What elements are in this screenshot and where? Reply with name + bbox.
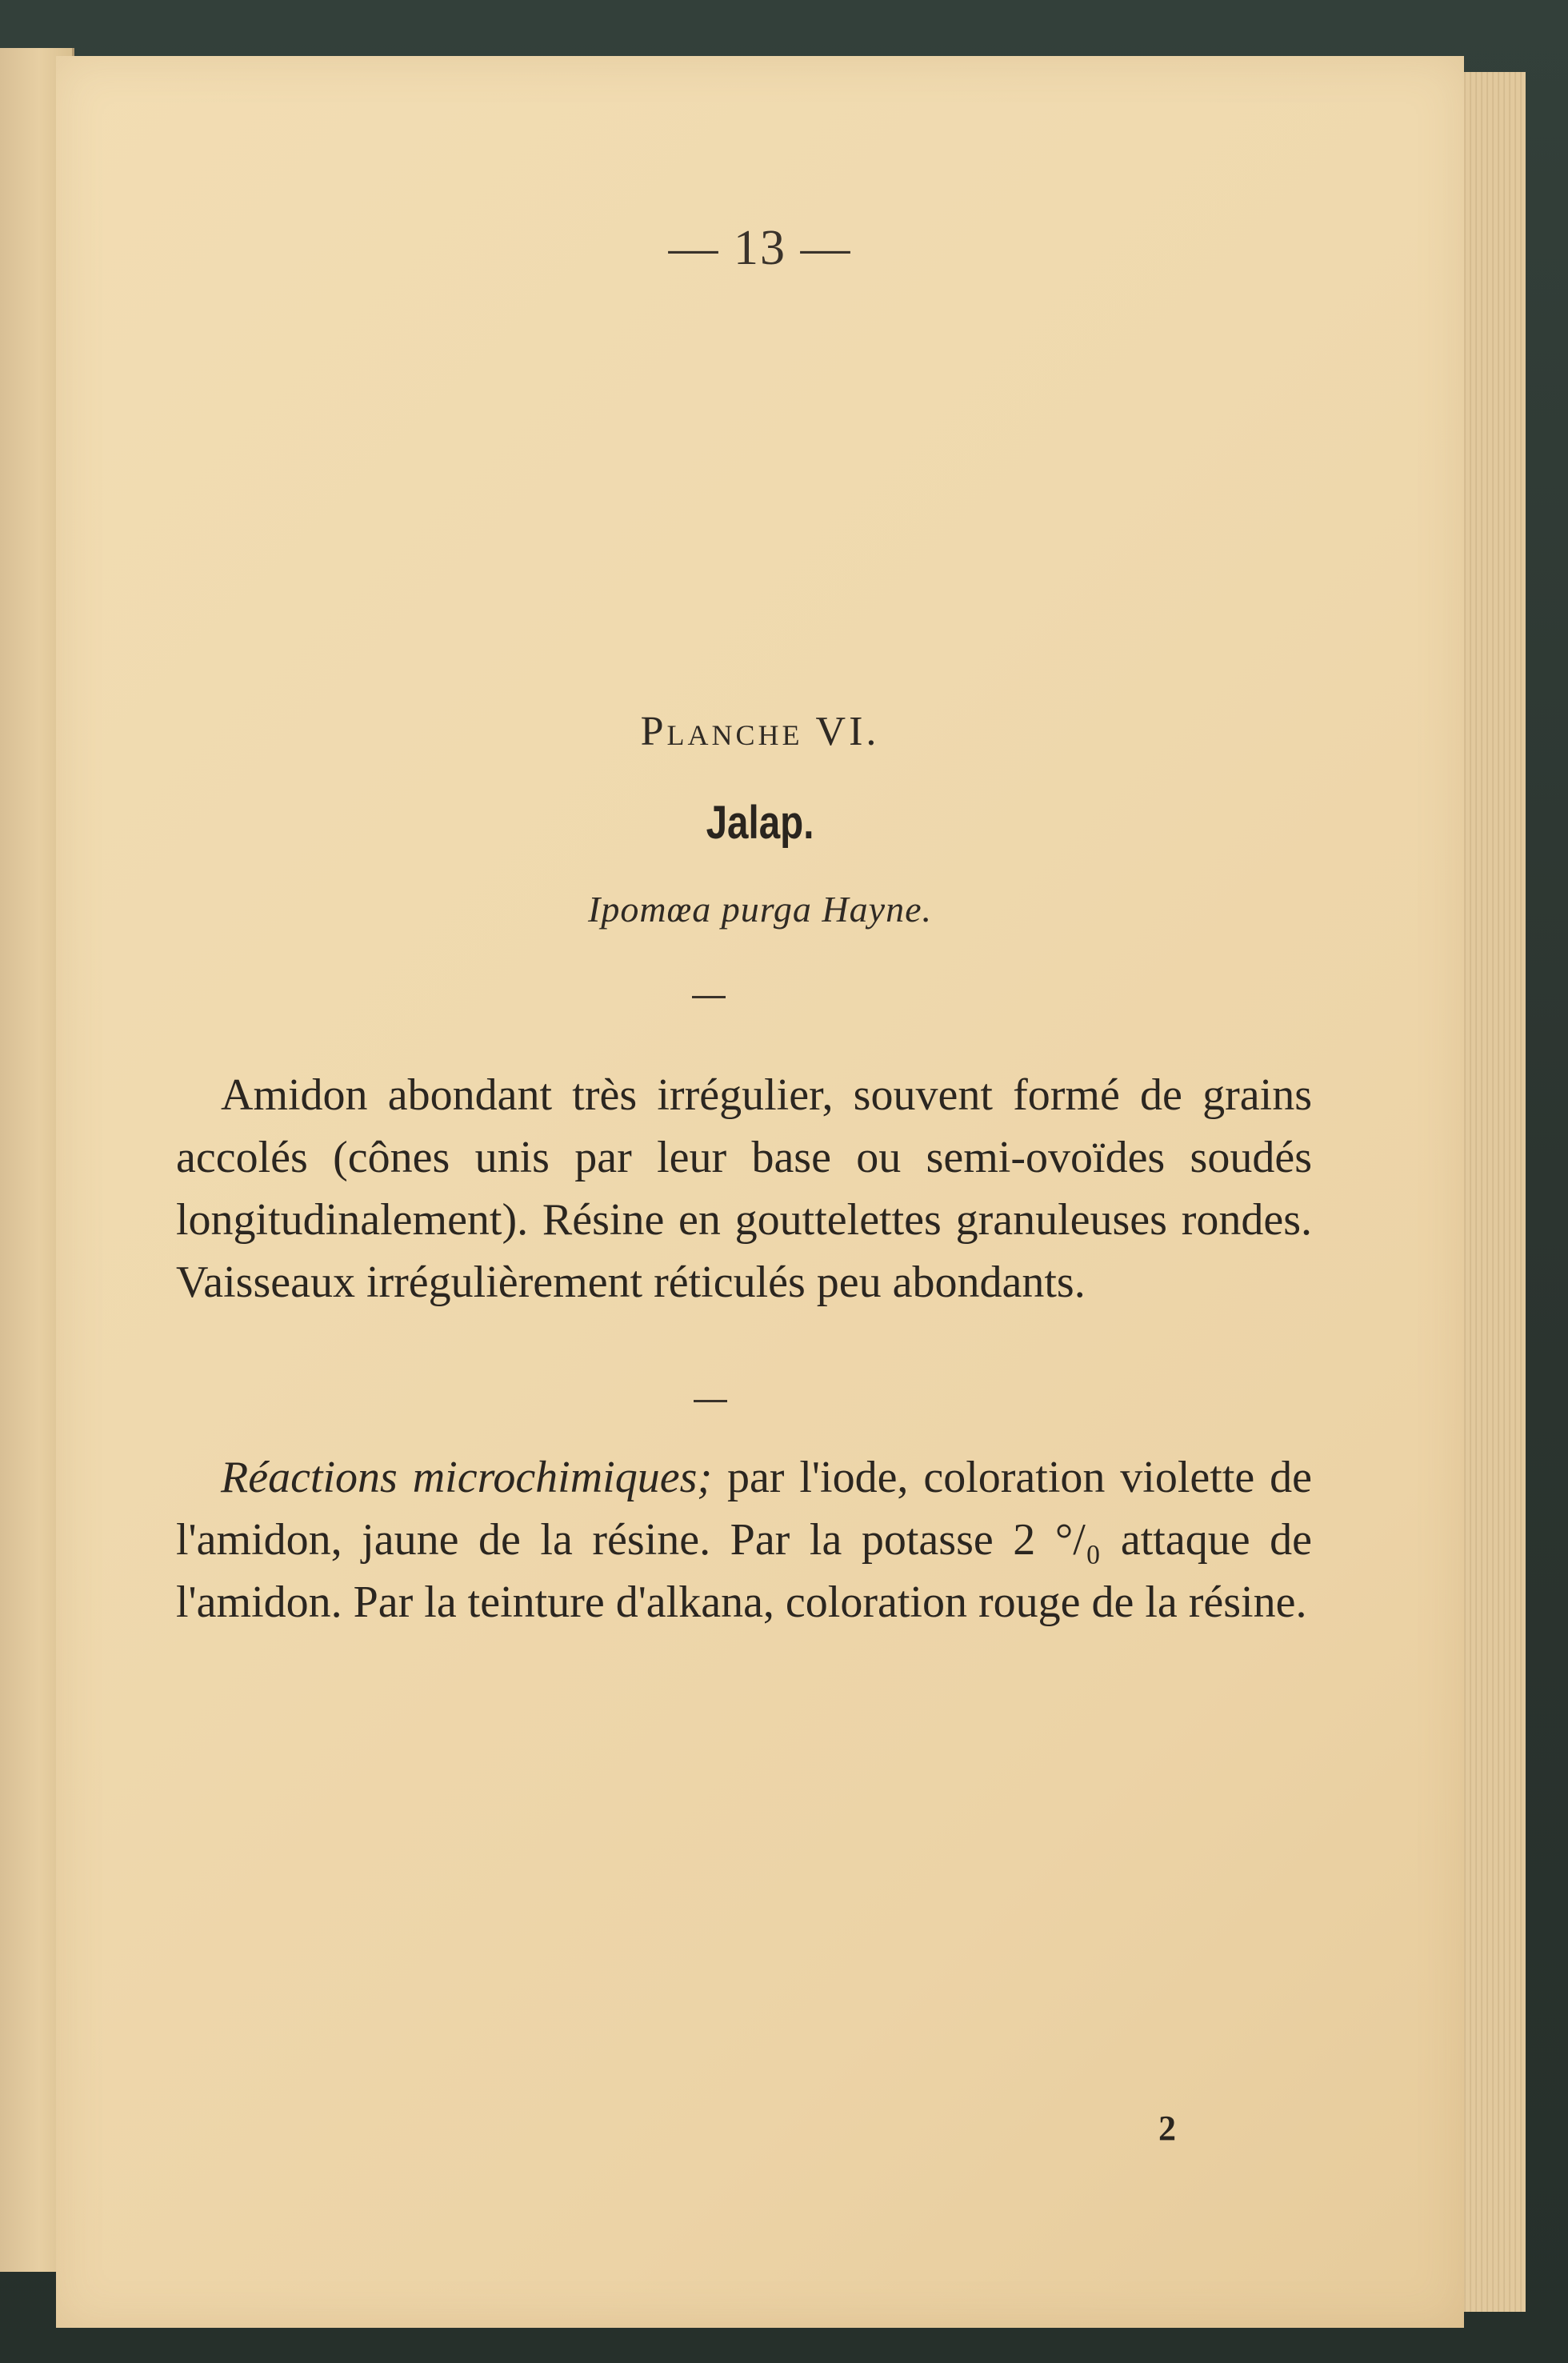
page-number: — 13 — <box>668 221 852 275</box>
book-page <box>56 56 1464 2328</box>
reactions-paragraph <box>176 1446 1312 1633</box>
plate-title: Planche VI. <box>640 709 880 754</box>
separator-dash <box>694 1400 727 1402</box>
description-paragraph: Amidon abondant très irrégulier, souvent formé de grains accolés (cônes unis par leur base ou semi-ovoïdes soudés longitudinalement). Résine en gouttelettes granuleuses rondes. Vaisseaux irrégulièrement réticulés peu abondants. <box>176 1070 1312 1307</box>
signature-mark: 2 <box>1158 2109 1176 2148</box>
reactions-heading: Réactions microchimiques; <box>221 1453 713 1502</box>
binomial-name: Ipomœa purga Hayne. <box>588 889 932 930</box>
reactions-text: par l'iode, coloration violette de l'amidon, jaune de la résine. Par la potasse 2 °/₀ attaque de l'amidon. Par la teinture d'alkana, coloration rouge de la résine. <box>176 1453 1313 1627</box>
plant-name: Jalap. <box>706 797 814 849</box>
separator-dash <box>692 996 726 998</box>
